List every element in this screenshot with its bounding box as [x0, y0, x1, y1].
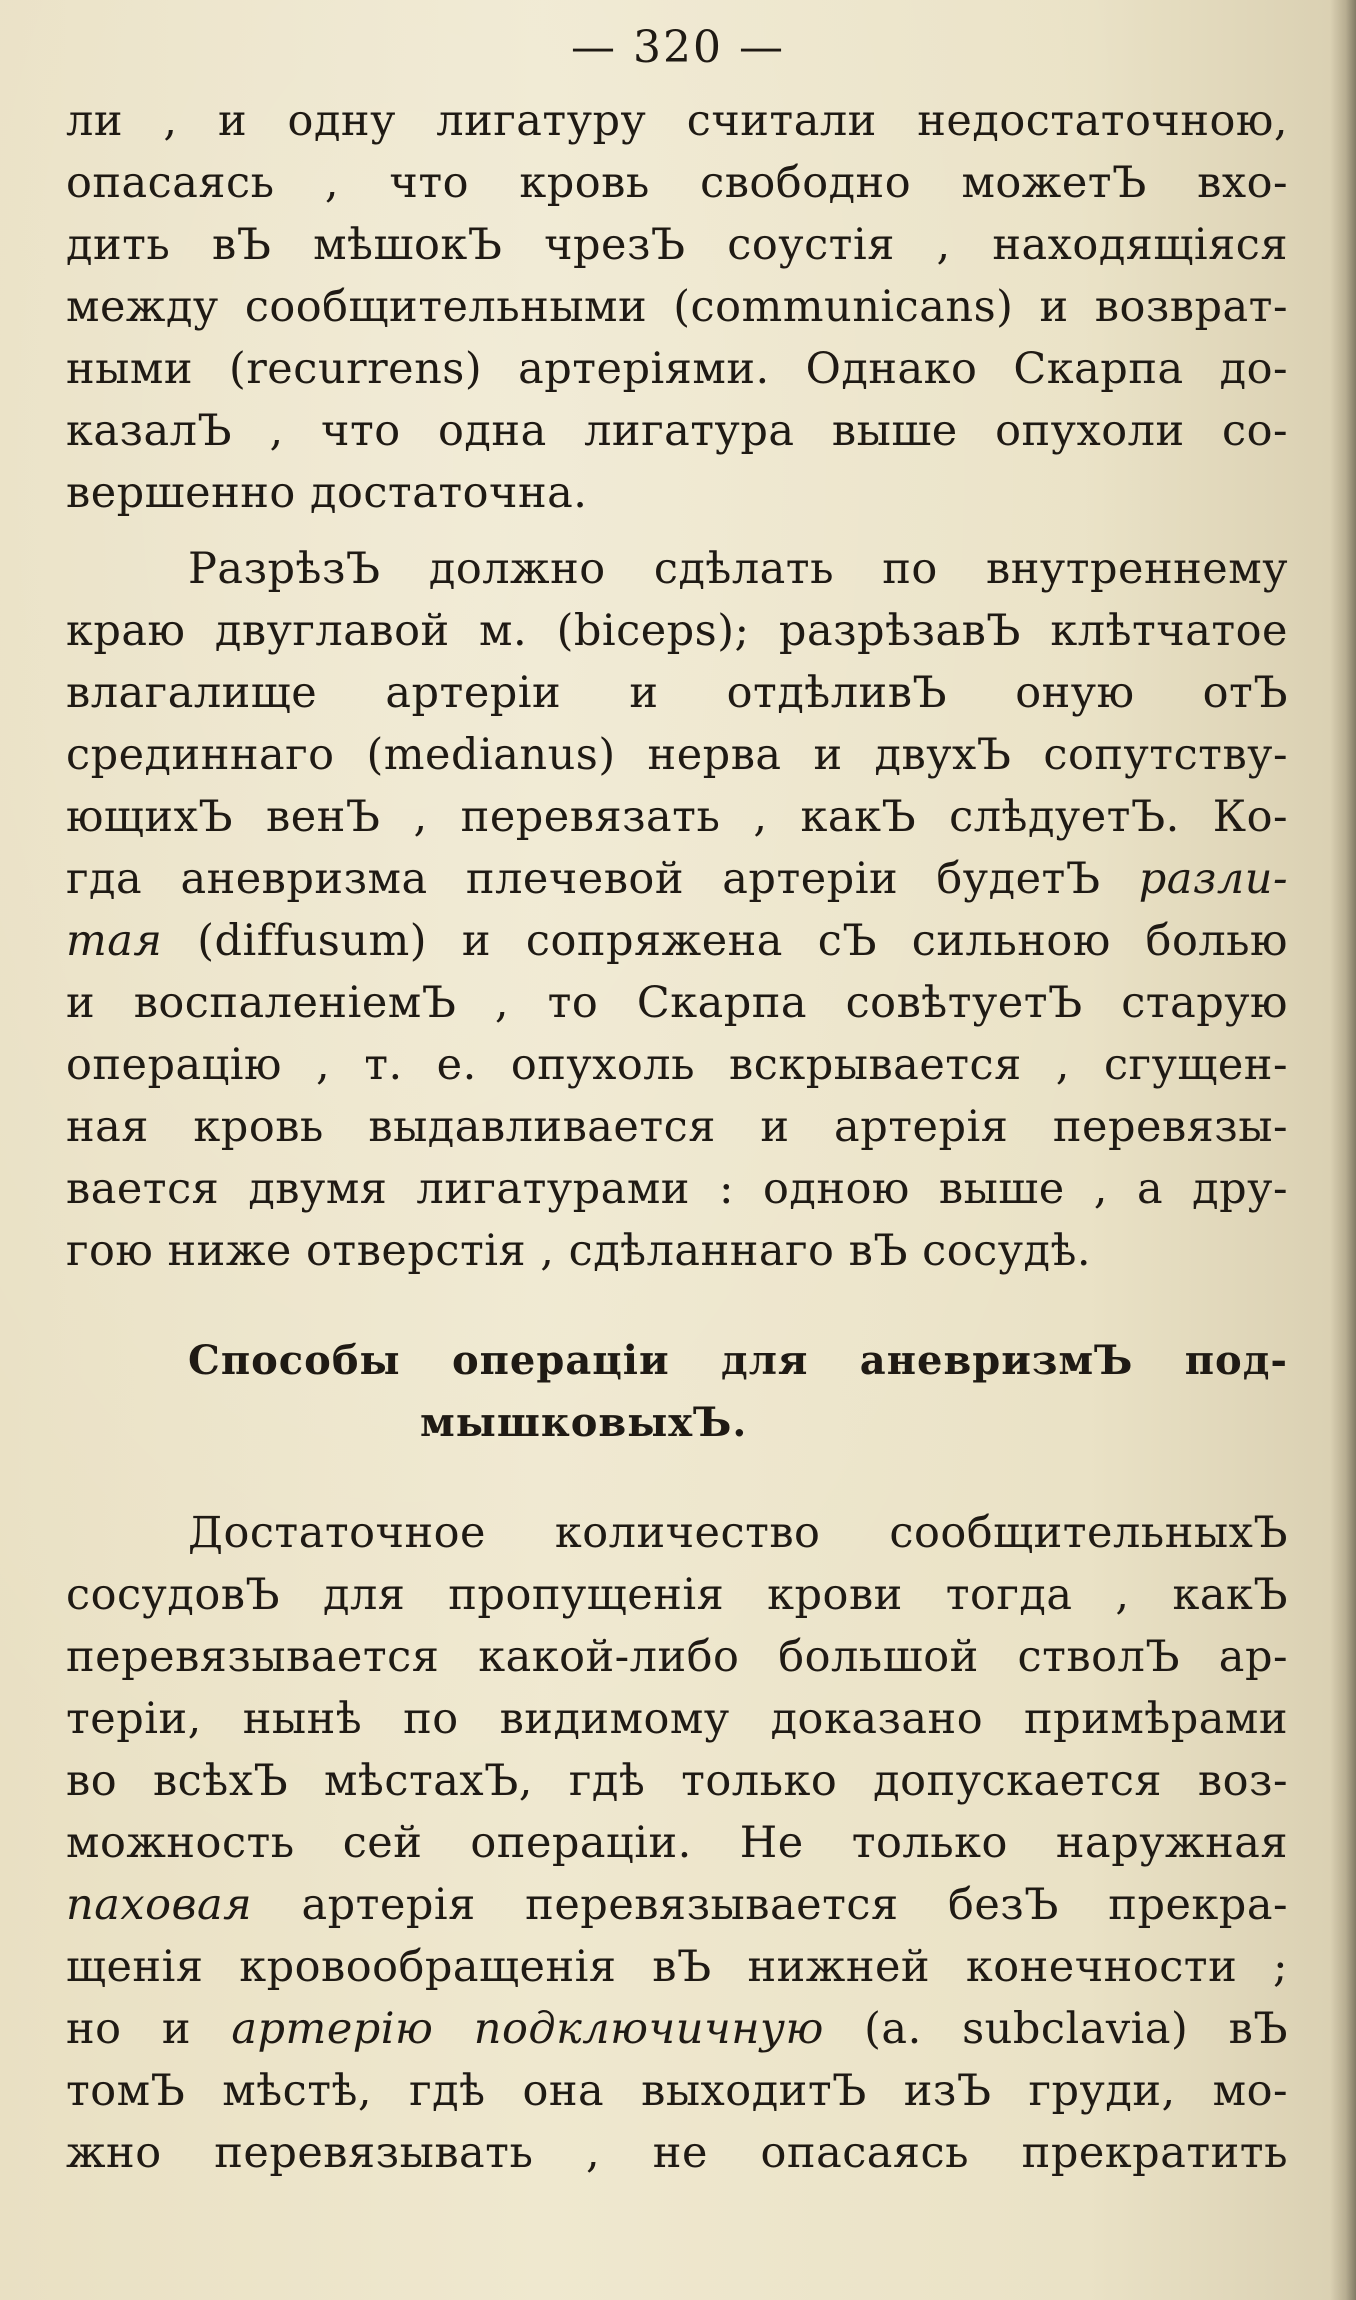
text-line: [66, 1874, 1288, 1936]
text-line: сосудовЪ для пропущенія крови тогда , какЪ: [66, 1570, 1288, 1620]
text-line: [66, 848, 1288, 910]
italic-term: тая: [66, 916, 163, 966]
text-run: но и: [66, 2004, 232, 2054]
text-line: Достаточное количество сообщительныхЪ: [188, 1508, 1288, 1558]
text-line: перевязывается какой-либо большой стволЪ ар-: [66, 1632, 1288, 1682]
text-line: между сообщительными (communicans) и возврат-: [66, 282, 1288, 332]
text-line: дить вЪ мѣшокЪ чрезЪ соустія , находящіяся: [66, 220, 1288, 270]
text-line: РазрѣзЪ должно сдѣлать по внутреннему: [188, 544, 1288, 594]
italic-term: паховая: [66, 1880, 253, 1930]
text-line: ли , и одну лигатуру считали недостаточною,: [66, 96, 1288, 146]
text-run: (a. subclavia) вЪ: [823, 2004, 1288, 2054]
text-line: ющихЪ венЪ , перевязать , какЪ слѣдуетЪ. Ко-: [66, 792, 1288, 842]
page-edge-shadow: [1330, 0, 1356, 2300]
text-line: теріи, нынѣ по видимому доказано примѣрами: [66, 1694, 1288, 1744]
page-number: — 320 —: [571, 22, 785, 73]
text-line: и воспаленіемЪ , то Скарпа совѣтуетЪ старую: [66, 978, 1288, 1028]
text-line: ными (recurrens) артеріями. Однако Скарпа до-: [66, 344, 1288, 394]
text-line: томЪ мѣстѣ, гдѣ она выходитЪ изЪ груди, мо-: [66, 2066, 1288, 2116]
text-line: казалЪ , что одна лигатура выше опухоли со-: [66, 406, 1288, 456]
text-line: операцію , т. е. опухоль вскрывается , сгущен-: [66, 1040, 1288, 1090]
text-line: можность сей операціи. Не только наружная: [66, 1818, 1288, 1868]
text-run: (diffusum) и сопряжена сЪ сильною болью: [162, 916, 1288, 966]
text-line: вается двумя лигатурами : одною выше , а дру-: [66, 1164, 1288, 1214]
text-line: гою ниже отверстія , сдѣланнаго вЪ сосудѣ.: [66, 1226, 1092, 1276]
text-run: артерія перевязывается безЪ прекра-: [252, 1880, 1288, 1930]
text-line: ная кровь выдавливается и артерія перевязы-: [66, 1102, 1288, 1152]
text-line: вершенно достаточна.: [66, 468, 588, 518]
text-line: [66, 1998, 1288, 2060]
text-line: срединнаго (medianus) нерва и двухЪ сопутству-: [66, 730, 1288, 780]
text-line: опасаясь , что кровь свободно можетЪ вхо-: [66, 158, 1288, 208]
text-line: краю двуглавой м. (biceps); разрѣзавЪ клѣтчатое: [66, 606, 1288, 656]
section-heading: мышковыхЪ.: [420, 1399, 748, 1446]
text-line: во всѣхЪ мѣстахЪ, гдѣ только допускается воз-: [66, 1756, 1288, 1806]
text-line: [66, 910, 1288, 972]
section-heading: Способы операціи для аневризмЪ под-: [188, 1337, 1288, 1384]
text-line: жно перевязывать , не опасаясь прекратить: [66, 2128, 1288, 2178]
italic-term: разли-: [1138, 854, 1288, 904]
italic-term: артерію подключичную: [231, 2004, 824, 2054]
text-run: гда аневризма плечевой артеріи будетЪ: [66, 854, 1139, 904]
text-line: влагалище артеріи и отдѣливЪ оную отЪ: [66, 668, 1288, 718]
text-line: щенія кровообращенія вЪ нижней конечности ;: [66, 1942, 1288, 1992]
